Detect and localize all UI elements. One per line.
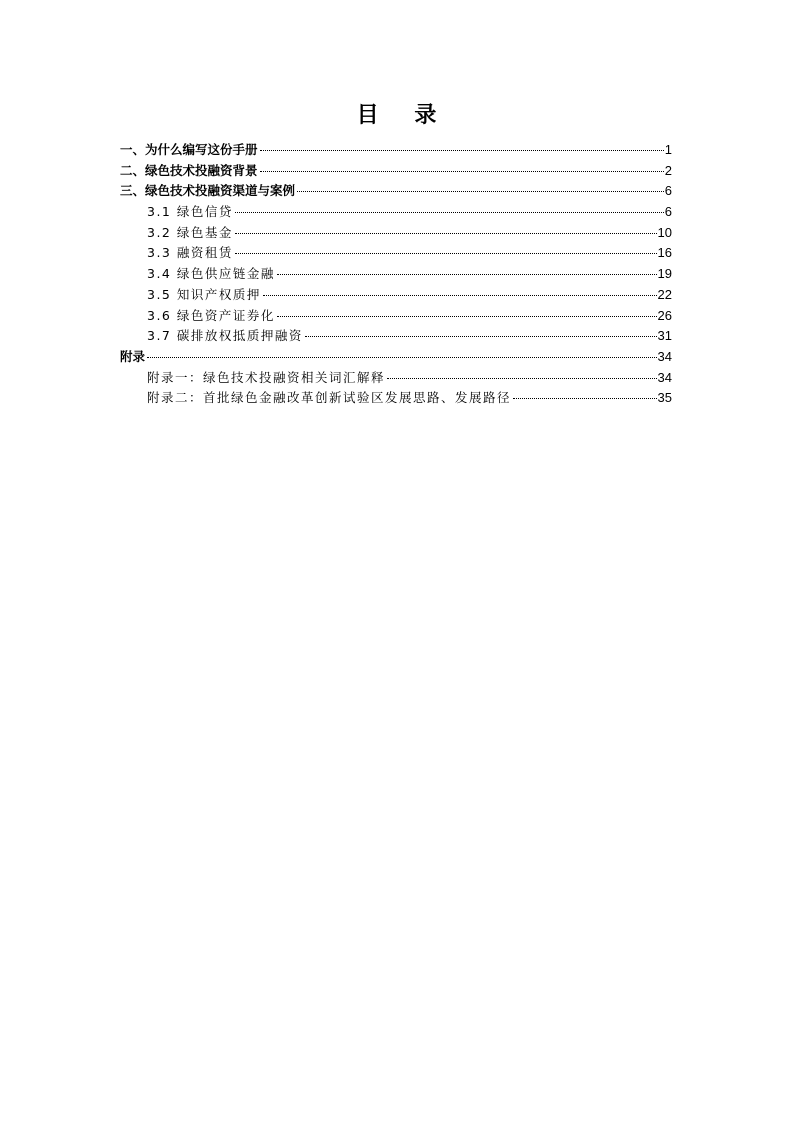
toc-page-number: 6 — [664, 183, 672, 199]
toc-entry-section-2[interactable] — [120, 161, 672, 182]
toc-dot-leader — [260, 171, 664, 172]
toc-entry-section-1[interactable] — [120, 140, 672, 161]
toc-dot-leader — [235, 212, 664, 213]
toc-entry-label: 3.2 绿色基金 — [147, 224, 233, 240]
toc-page-number: 2 — [664, 162, 672, 178]
toc-page-number: 19 — [657, 266, 672, 282]
toc-page-number: 35 — [657, 390, 672, 406]
toc-entry-appendix-2[interactable] — [120, 388, 672, 409]
toc-dot-leader — [235, 233, 657, 234]
toc-page-number: 34 — [657, 369, 672, 385]
toc-page-number: 6 — [664, 204, 672, 220]
toc-dot-leader — [263, 295, 657, 296]
toc-entry-label: 3.4 绿色供应链金融 — [147, 266, 275, 282]
toc-entry-label: 3.1 绿色信贷 — [147, 204, 233, 220]
toc-entry-appendix-1[interactable] — [120, 368, 672, 389]
toc-page-number: 22 — [657, 286, 672, 302]
toc-entry-3-1[interactable] — [120, 202, 672, 223]
table-of-contents — [120, 140, 672, 409]
toc-page-number: 10 — [657, 224, 672, 240]
toc-entry-label: 附录二：首批绿色金融改革创新试验区发展思路、发展路径 — [147, 390, 512, 406]
toc-entry-3-6[interactable] — [120, 306, 672, 327]
toc-entry-label: 3.7 碳排放权抵质押融资 — [147, 328, 303, 344]
toc-dot-leader — [277, 274, 657, 275]
toc-entry-3-2[interactable] — [120, 223, 672, 244]
toc-entry-label: 3.3 融资租赁 — [147, 245, 233, 261]
toc-entry-label: 附录一：绿色技术投融资相关词汇解释 — [147, 369, 386, 385]
toc-entry-label: 三、绿色技术投融资渠道与案例 — [120, 183, 296, 199]
toc-page-number: 26 — [657, 307, 672, 323]
toc-entry-3-4[interactable] — [120, 264, 672, 285]
toc-entry-label: 3.5 知识产权质押 — [147, 286, 261, 302]
toc-dot-leader — [387, 378, 657, 379]
toc-dot-leader — [277, 316, 657, 317]
toc-entry-3-5[interactable] — [120, 285, 672, 306]
toc-entry-3-7[interactable] — [120, 326, 672, 347]
toc-entry-label: 附录 — [120, 348, 146, 364]
toc-page-number: 16 — [657, 245, 672, 261]
toc-entry-label: 一、为什么编写这份手册 — [120, 142, 258, 157]
toc-entry-label: 二、绿色技术投融资背景 — [120, 162, 258, 178]
toc-entry-3-3[interactable] — [120, 243, 672, 264]
toc-dot-leader — [305, 336, 657, 337]
toc-page-number: 34 — [657, 348, 672, 364]
toc-entry-section-3[interactable] — [120, 181, 672, 202]
toc-dot-leader — [513, 398, 657, 399]
page-title: 目 录 — [356, 103, 451, 128]
toc-entry-appendix[interactable] — [120, 347, 672, 368]
toc-page-number: 31 — [657, 328, 672, 344]
toc-entry-label: 3.6 绿色资产证券化 — [147, 307, 275, 323]
toc-dot-leader — [297, 191, 664, 192]
toc-dot-leader — [235, 253, 657, 254]
toc-dot-leader — [147, 357, 657, 358]
toc-dot-leader — [260, 150, 664, 151]
toc-page-number: 1 — [664, 142, 672, 157]
